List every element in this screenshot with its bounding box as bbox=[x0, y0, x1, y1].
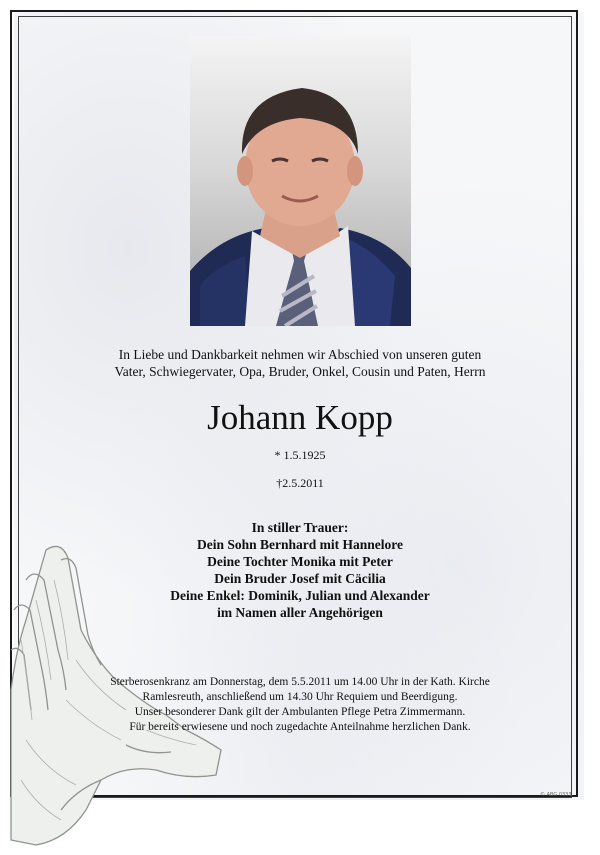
print-code: © ABG 0333 bbox=[540, 792, 572, 798]
mourner-line: im Namen aller Angehörigen bbox=[217, 605, 383, 620]
notice-line: Ramlesreuth, anschließend um 14.30 Uhr Requiem und Beerdigung. bbox=[142, 691, 458, 703]
death-date: †2.5.2011 bbox=[276, 476, 324, 490]
mourner-line: Dein Bruder Josef mit Cäcilia bbox=[214, 571, 386, 586]
intro-line-2: Vater, Schwiegervater, Opa, Bruder, Onkel, Cousin und Paten, Herrn bbox=[114, 364, 486, 379]
notice-line: Unser besonderer Dank gilt der Ambulanten Pflege Petra Zimmermann. bbox=[134, 706, 466, 718]
mourner-line: Deine Enkel: Dominik, Julian und Alexander bbox=[170, 588, 430, 603]
mourner-line: Deine Tochter Monika mit Peter bbox=[207, 554, 393, 569]
birth-date: * 1.5.1925 bbox=[274, 448, 326, 462]
notice-line: Sterberosenkranz am Donnerstag, dem 5.5.2011 um 14.00 Uhr in der Kath. Kirche bbox=[110, 676, 490, 688]
mourner-line: Dein Sohn Bernhard mit Hannelore bbox=[196, 537, 404, 552]
notice-line: Für bereits erwiesene und noch zugedachte Anteilnahme herzlichen Dank. bbox=[129, 721, 471, 733]
portrait-photo bbox=[190, 36, 411, 326]
portrait-figure bbox=[190, 36, 411, 326]
mourners-heading: In stiller Trauer: bbox=[251, 520, 349, 535]
intro-line-1: In Liebe und Dankbarkeit nehmen wir Abschied von unseren guten bbox=[118, 347, 482, 362]
deceased-name: Johann Kopp bbox=[207, 398, 393, 437]
